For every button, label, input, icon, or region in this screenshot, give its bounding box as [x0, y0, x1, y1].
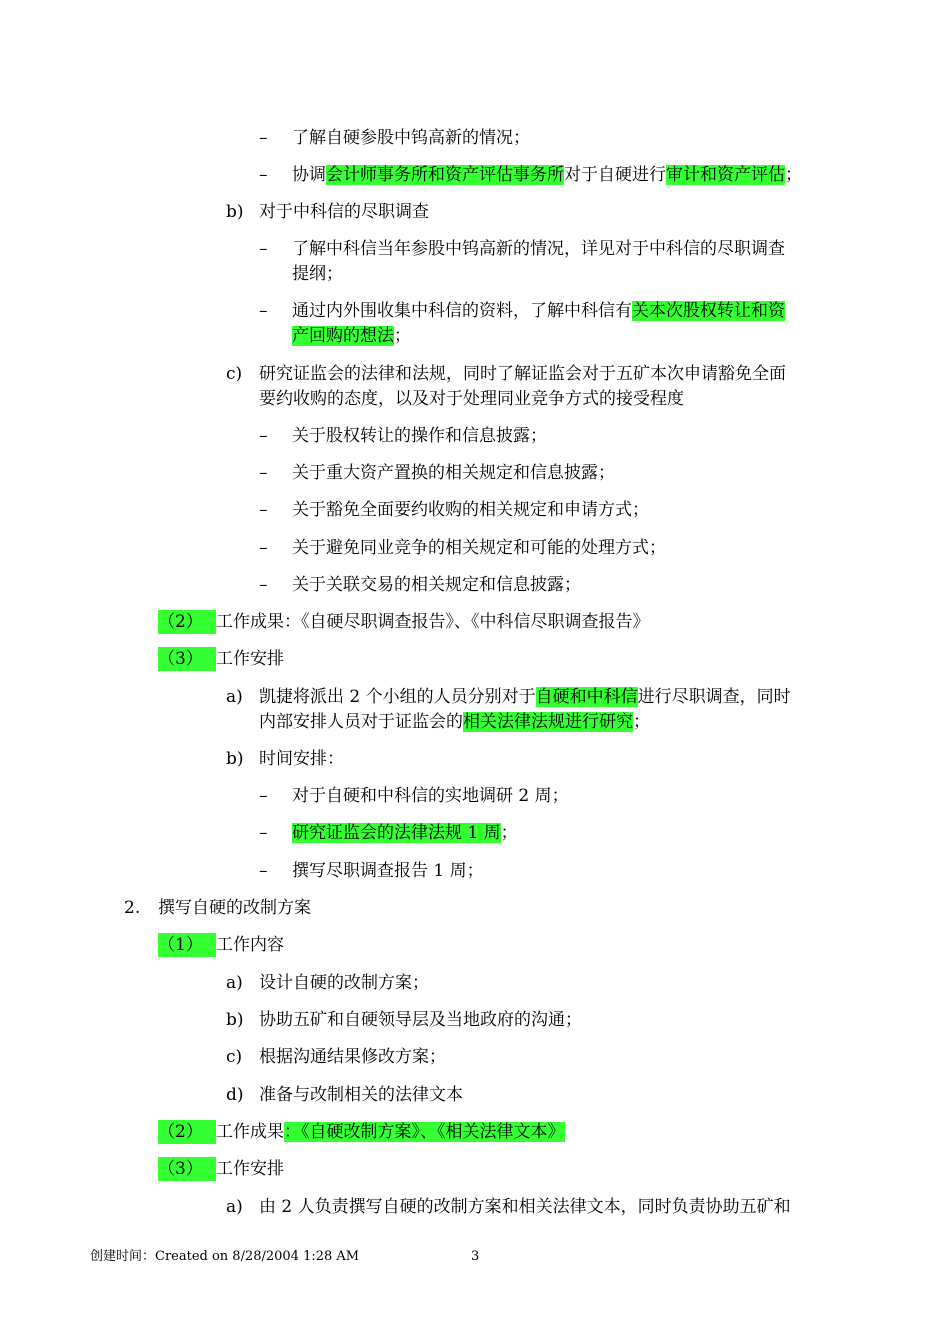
highlighted-text: ：《自硬改制方案》、《相关法律文本》: [284, 1122, 565, 1142]
page-number: 3: [471, 1249, 480, 1264]
item-text: 进行尽职调查，同时: [637, 687, 791, 707]
highlighted-text: 相关法律法规进行研究: [463, 712, 633, 732]
dash-marker: –: [259, 128, 268, 148]
dash-marker: –: [259, 426, 268, 446]
list-item: [259, 784, 569, 808]
item-text: 研究证监会的法律和法规，同时了解证监会对于五矿本次申请豁免全面: [259, 364, 786, 384]
item-text: 内部安排人员对于证监会的: [259, 712, 463, 732]
item-text: 设计自硬的改制方案；: [259, 973, 429, 993]
letter-marker: b): [226, 1010, 244, 1030]
highlighted-text: 审计和资产评估: [666, 165, 785, 185]
dash-marker: –: [259, 239, 268, 259]
list-item: [259, 498, 649, 522]
item-text: 工作成果: [216, 1122, 284, 1142]
highlighted-text: 会计师事务所和资产评估事务所: [326, 165, 564, 185]
item-text: 了解中科信当年参股中钨高新的情况，详见对于中科信的尽职调查: [292, 239, 785, 259]
list-item-continuation: [259, 710, 650, 734]
list-item: [259, 163, 802, 187]
number-marker: （3）: [158, 1157, 216, 1181]
number-marker: （1）: [158, 933, 216, 957]
letter-marker: c): [226, 364, 243, 384]
footer-created: 创建时间：Created on 8/28/2004 1:28 AM: [90, 1249, 360, 1264]
item-text: 撰写尽职调查报告 1 周；: [292, 861, 484, 881]
list-item: [259, 237, 785, 261]
section-item: [158, 933, 284, 957]
letter-marker: a): [226, 1197, 243, 1217]
letter-marker: c): [226, 1047, 243, 1067]
item-text: 准备与改制相关的法律文本: [259, 1085, 463, 1105]
item-text: 由 2 人负责撰写自硬的改制方案和相关法律文本，同时负责协助五矿和: [259, 1197, 791, 1217]
list-item: [259, 821, 518, 845]
section-item: [158, 1120, 565, 1144]
dash-marker: –: [259, 823, 268, 843]
item-text: 关于股权转让的操作和信息披露；: [292, 426, 547, 446]
item-text: 时间安排：: [259, 749, 344, 769]
section-item: [158, 647, 284, 671]
item-text: ；: [394, 326, 411, 346]
dash-marker: –: [259, 575, 268, 595]
section-item: [158, 1157, 284, 1181]
list-item: [259, 299, 785, 323]
item-text: 关于豁免全面要约收购的相关规定和申请方式；: [292, 500, 649, 520]
list-item: [226, 1195, 791, 1219]
item-text: 凯捷将派出 2 个小组的人员分别对于: [259, 687, 536, 707]
item-text: 对于自硬进行: [564, 165, 666, 185]
section-heading: [124, 896, 311, 920]
list-item: [226, 200, 429, 224]
list-item: [259, 424, 547, 448]
item-text: 对于自硬和中科信的实地调研 2 周；: [292, 786, 569, 806]
list-item: [226, 685, 791, 709]
item-text: 协调: [292, 165, 326, 185]
list-item: [226, 747, 344, 771]
dash-marker: –: [259, 463, 268, 483]
item-text: 提纲；: [292, 264, 343, 284]
list-item-continuation: [292, 262, 343, 286]
item-text: 关于关联交易的相关规定和信息披露；: [292, 575, 581, 595]
item-text: ；: [500, 823, 518, 843]
item-text: 协助五矿和自硬领导层及当地政府的沟通；: [259, 1010, 582, 1030]
dash-marker: –: [259, 538, 268, 558]
number-marker: （2）: [158, 1120, 216, 1144]
letter-marker: a): [226, 687, 243, 707]
list-item: [226, 1045, 446, 1069]
item-text: 对于中科信的尽职调查: [259, 202, 429, 222]
highlighted-text: 关本次股权转让和资: [632, 301, 785, 321]
list-item: [259, 126, 530, 150]
list-item: [259, 461, 615, 485]
list-item: [259, 573, 581, 597]
letter-marker: a): [226, 973, 243, 993]
number-marker: 2.: [124, 898, 141, 918]
item-text: 通过内外围收集中科信的资料，了解中科信有: [292, 301, 632, 321]
item-text: 关于避免同业竞争的相关规定和可能的处理方式；: [292, 538, 666, 558]
list-item: [226, 1083, 463, 1107]
item-text: 了解自硬参股中钨高新的情况；: [292, 128, 530, 148]
highlighted-text: 产回购的想法: [292, 326, 394, 346]
highlighted-text: 研究证监会的法律法规 1 周: [292, 823, 501, 843]
letter-marker: d): [226, 1085, 244, 1105]
letter-marker: b): [226, 202, 244, 222]
item-text: 工作安排: [216, 649, 284, 669]
list-item: [259, 859, 484, 883]
dash-marker: –: [259, 301, 268, 321]
number-marker: （2）: [158, 610, 216, 634]
highlighted-text: 自硬和中科信: [535, 687, 638, 707]
item-text: ；: [785, 165, 802, 185]
dash-marker: –: [259, 861, 268, 881]
item-text: 工作内容: [216, 935, 284, 955]
dash-marker: –: [259, 786, 268, 806]
heading-text: 撰写自硬的改制方案: [158, 898, 311, 918]
item-text: 工作安排: [216, 1159, 284, 1179]
section-item: [158, 610, 650, 634]
list-item: [226, 1008, 582, 1032]
list-item: [259, 536, 666, 560]
item-text: 要约收购的态度，以及对于处理同业竞争方式的接受程度: [259, 389, 684, 409]
list-item-continuation: [292, 324, 411, 348]
dash-marker: –: [259, 165, 268, 185]
dash-marker: –: [259, 500, 268, 520]
item-text: 关于重大资产置换的相关规定和信息披露；: [292, 463, 615, 483]
list-item: [226, 971, 429, 995]
item-text: 根据沟通结果修改方案；: [259, 1047, 446, 1067]
item-text: 工作成果：《自硬尽职调查报告》、《中科信尽职调查报告》: [216, 612, 650, 632]
list-item: [226, 362, 786, 386]
item-text: ；: [633, 712, 650, 732]
list-item-continuation: [259, 387, 684, 411]
letter-marker: b): [226, 749, 244, 769]
number-marker: （3）: [158, 647, 216, 671]
